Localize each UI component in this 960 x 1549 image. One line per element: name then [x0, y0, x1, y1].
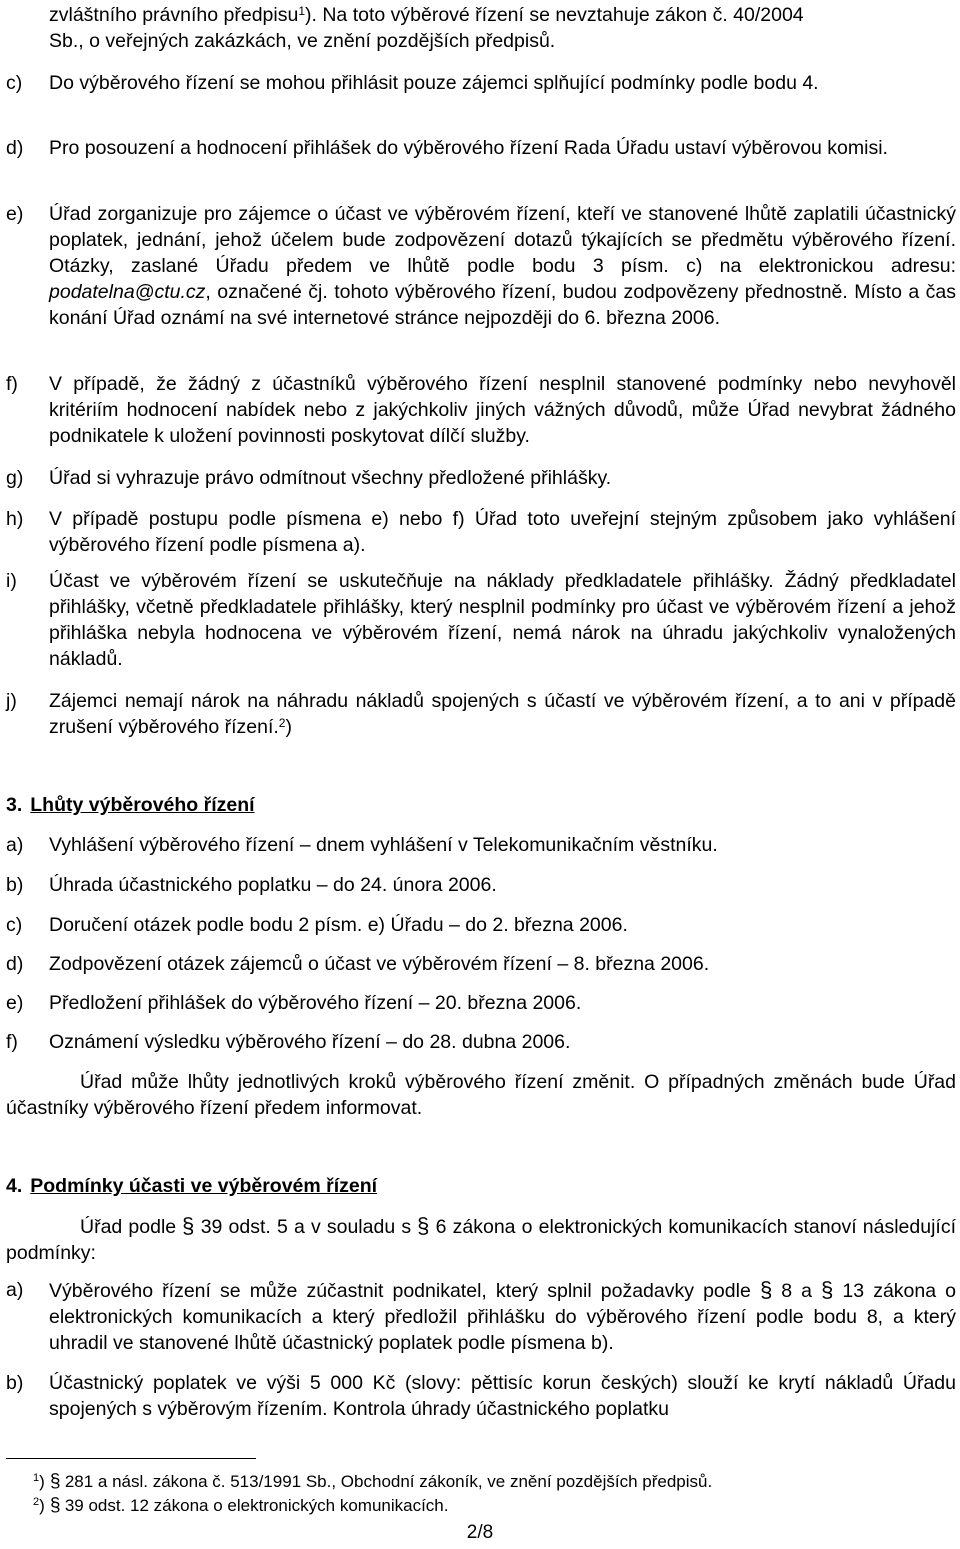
- deadline-item-c: c) Doručení otázek podle bodu 2 písm. e) Úřadu – do 2. března 2006.: [6, 914, 628, 936]
- footnote-2: $^2$) § 39 odst. 12 zákona o elektronických komunikacích.: [33, 1494, 449, 1517]
- section-sign: §: [416, 1212, 430, 1239]
- section-sign: §: [759, 1276, 773, 1303]
- list-item-h: h) V případě postupu podle písmena e) nebo f) Úřad toto uveřejní stejným způsobem jako vyhlášení výběrového řízení podle písmena a).: [6, 508, 956, 556]
- section-sign: §: [49, 1470, 61, 1493]
- condition-item-b: b) Účastnický poplatek ve výši 5 000 Kč (slovy: pěttisíc korun českých) slouží ke krytí nákladů Úřadu spojených s výběrovým řízením. Kontrola úhrady účastnického poplatku: [6, 1372, 956, 1420]
- deadline-item-b: b) Úhrada účastnického poplatku – do 24. února 2006.: [6, 874, 497, 896]
- deadline-item-f: f) Oznámení výsledku výběrového řízení – do 28. dubna 2006.: [6, 1031, 571, 1053]
- section-3-paragraph: Úřad může lhůty jednotlivých kroků výběrového řízení změnit. O případných změnách bude Úřad účastníky výběrového řízení předem informovat.: [6, 1071, 956, 1119]
- deadline-item-d: d) Zodpovězení otázek zájemců o účast ve výběrovém řízení – 8. března 2006.: [6, 953, 710, 975]
- condition-item-a: a) Výběrového řízení se může zúčastnit podnikatel, který splnil požadavky podle § 8 a § 13 zákona o elektronických komunikacích a který předložil přihlášku do výběrového řízení podle bodu 8, a který uhradil ve stanovené lhůtě účastnický poplatek podle písmena b).: [6, 1276, 956, 1354]
- intro-paragraph: zvláštního právního předpisu$^1$). Na toto výběrové řízení se nevztahuje zákon č. 40/2004 Sb., o veřejných zakázkách, ve znění pozdějších předpisů.: [49, 4, 804, 52]
- deadline-item-e: e) Předložení přihlášek do výběrového řízení – 20. března 2006.: [6, 992, 582, 1014]
- list-item-i: i) Účast ve výběrovém řízení se uskutečňuje na náklady předkladatele přihlášky. Žádný předkladatel přihlášky, včetně předkladatele přihlášky, který nesplnil podmínky pro účast ve výběrovém řízení a jehož přihláška nebyla hodnocena ve výběrovém řízení, nemá nárok na úhradu jakýchkoliv vynaložených nákladů.: [6, 570, 956, 670]
- footnote-1: $^1$) § 281 a násl. zákona č. 513/1991 Sb., Obchodní zákoník, ve znění pozdějších předpisů.: [33, 1470, 713, 1493]
- section-4-heading: 4. Podmínky účasti ve výběrovém řízení: [6, 1175, 378, 1197]
- list-item-f: f) V případě, že žádný z účastníků výběrového řízení nesplnil stanovené podmínky nebo nevyhověl kritériím hodnocení nabídek nebo z jakýchkoliv jiných vážných důvodů, může Úřad nevybrat žádného podnikatele k uložení povinnosti poskytovat dílčí služby.: [6, 373, 956, 447]
- section-4-paragraph: Úřad podle § 39 odst. 5 a v souladu s § 6 zákona o elektronických komunikacích stanoví následující podmínky:: [6, 1212, 956, 1264]
- list-item-j: j) Zájemci nemají nárok na náhradu nákladů spojených s účastí ve výběrovém řízení, a to ani v případě zrušení výběrového řízení.$^2$): [6, 690, 956, 738]
- email-address: podatelna@ctu.cz: [49, 281, 206, 303]
- section-3-heading: 3. Lhůty výběrového řízení: [6, 794, 255, 816]
- list-item-d: d) Pro posouzení a hodnocení přihlášek do výběrového řízení Rada Úřadu ustaví výběrovou komisi.: [6, 137, 888, 159]
- list-item-g: g) Úřad si vyhrazuje právo odmítnout všechny předložené přihlášky.: [6, 467, 612, 489]
- section-sign: §: [49, 1494, 61, 1517]
- page-number: 2/8: [466, 1522, 494, 1543]
- section-sign: §: [181, 1212, 195, 1239]
- section-sign: §: [820, 1276, 834, 1303]
- list-item-e: e) Úřad zorganizuje pro zájemce o účast ve výběrovém řízení, kteří ve stanovené lhůtě zaplatili účastnický poplatek, jednání, jehož účelem bude zodpovězení dotazů týkajících se předmětu výběrového řízení. Otázky, zaslané Úřadu předem ve lhůtě podle bodu 3 písm. c) na elektronickou adresu: podatelna@ctu.cz, označené čj. tohoto výběrového řízení, budou zodpovězeny přednostně. Místo a čas konání Úřad oznámí na své internetové stránce nejpozději do 6. března 2006.: [6, 203, 956, 329]
- deadline-item-a: a) Vyhlášení výběrového řízení – dnem vyhlášení v Telekomunikačním věstníku.: [6, 834, 718, 856]
- footnote-separator: [6, 1458, 256, 1459]
- list-item-c: c) Do výběrového řízení se mohou přihlásit pouze zájemci splňující podmínky podle bodu 4.: [6, 72, 819, 94]
